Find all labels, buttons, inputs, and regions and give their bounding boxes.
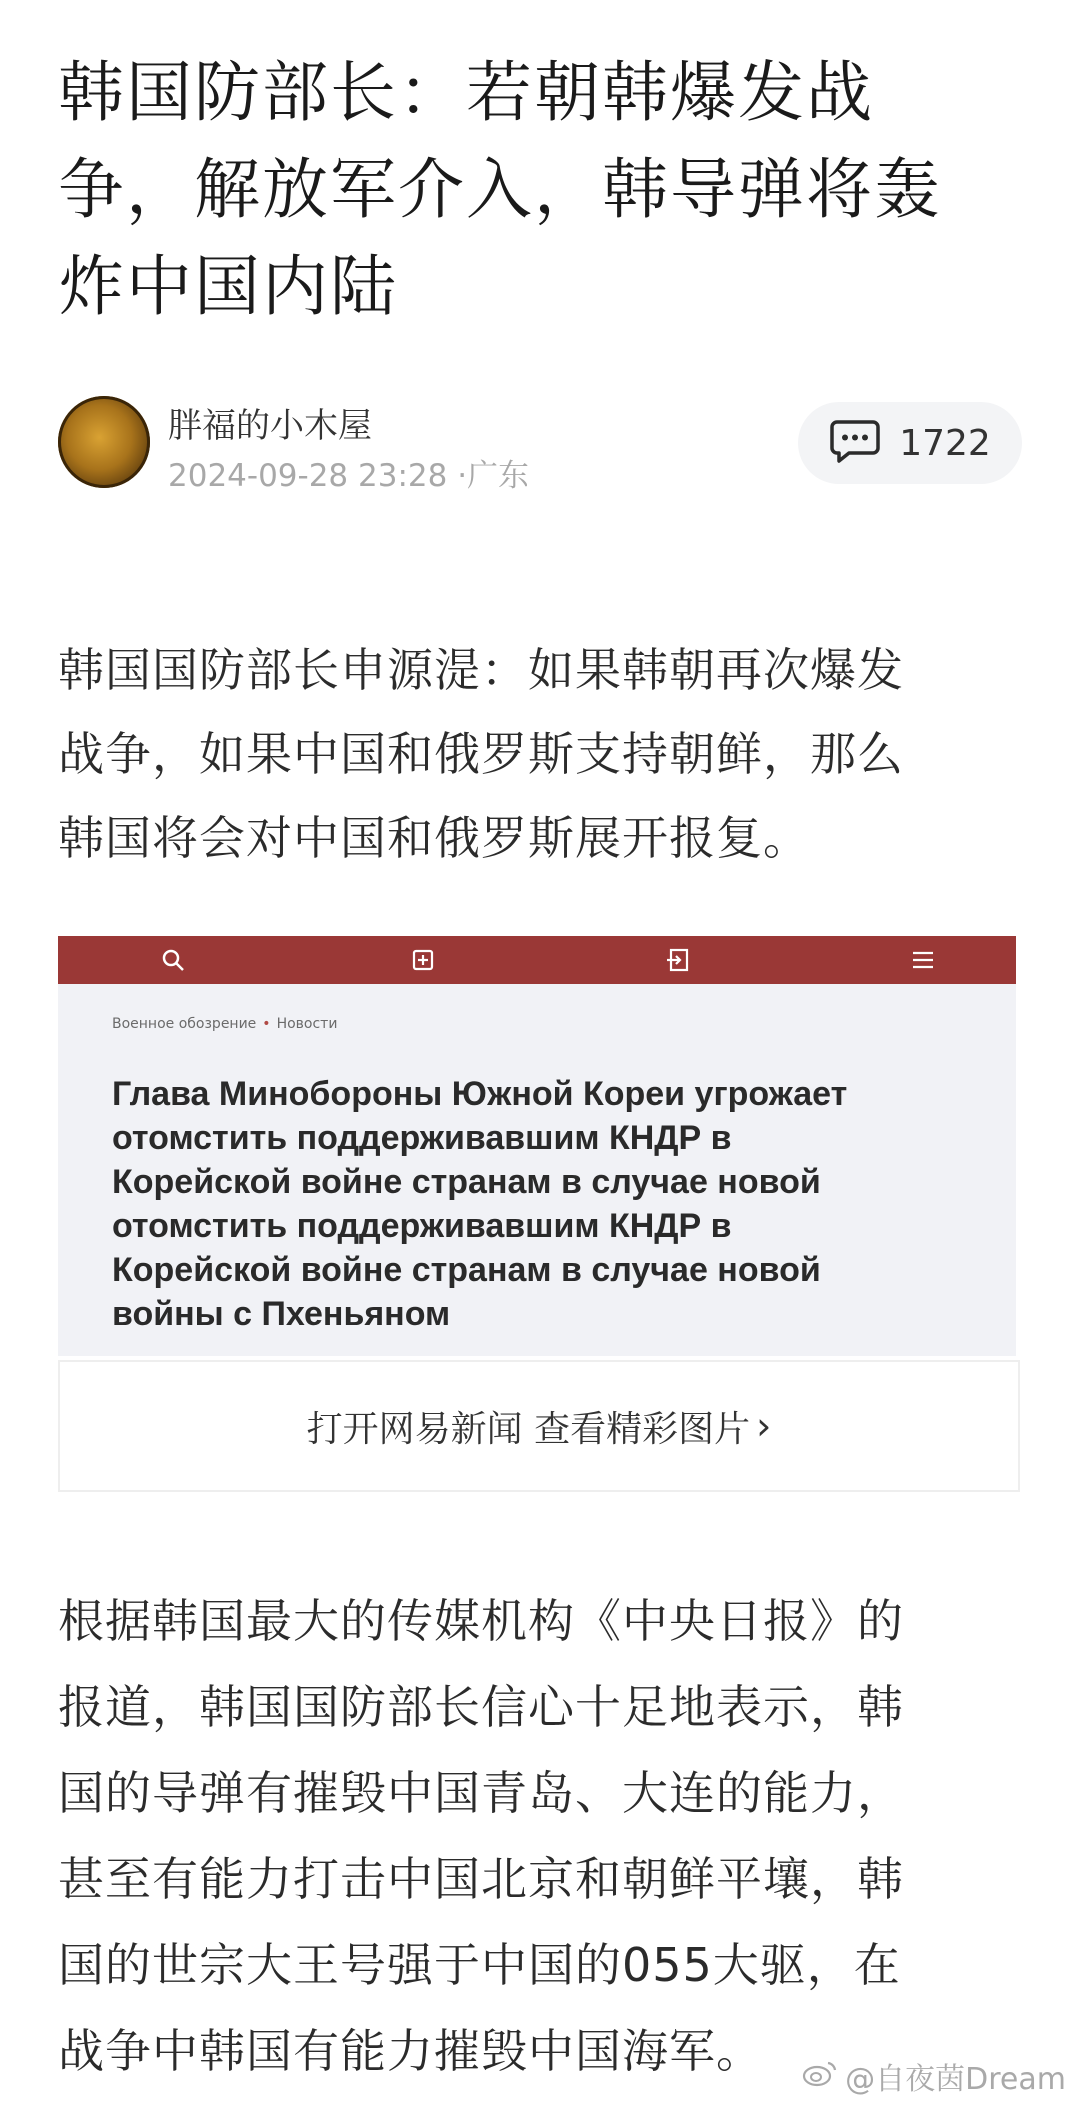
embedded-headline-line: войны с Пхеньяном [112, 1295, 451, 1333]
breadcrumb-site: Военное обозрение [112, 1016, 257, 1032]
search-icon [158, 945, 188, 975]
article-paragraph-2 [58, 1578, 1026, 2094]
weibo-logo-icon [801, 2057, 839, 2095]
paragraph-line: 国的导弹有摧毁中国青岛、大连的能力， [58, 1766, 904, 1820]
login-icon [663, 945, 693, 975]
paragraph-line: 韩国国防部长申源湜：如果韩朝再次爆发 [58, 643, 904, 697]
open-app-link[interactable] [58, 1360, 1020, 1492]
title-line: 韩国防部长：若朝韩爆发战 [58, 54, 874, 131]
comment-button[interactable] [798, 402, 1022, 484]
author-row [58, 392, 1022, 496]
publish-time-location: 2024-09-28 23:28 ·广东 [168, 458, 530, 494]
embedded-screenshot[interactable] [58, 936, 1016, 1356]
embedded-headline-line: отомстить поддерживавшим КНДР в [112, 1207, 732, 1245]
article-paragraph-1 [58, 628, 1026, 880]
paragraph-line: 国的世宗大王号强于中国的055大驱，在 [58, 1938, 901, 1992]
comment-count: 1722 [899, 422, 991, 464]
comment-icon [829, 418, 881, 468]
author-avatar[interactable] [58, 396, 150, 488]
paragraph-line: 战争，如果中国和俄罗斯支持朝鲜，那么 [58, 727, 904, 781]
embedded-headline-line: Корейской войне странам в случае новой [112, 1163, 821, 1201]
embedded-headline [112, 1072, 992, 1336]
watermark [801, 2054, 1066, 2098]
embedded-headline-line: отомстить поддерживавшим КНДР в [112, 1119, 732, 1157]
paragraph-line: 根据韩国最大的传媒机构《中央日报》的 [58, 1594, 904, 1648]
embedded-image-card [58, 936, 1022, 1496]
paragraph-line: 报道，韩国国防部长信心十足地表示，韩 [58, 1680, 904, 1734]
open-app-link-label: 打开网易新闻 查看精彩图片 [306, 1408, 751, 1450]
article-title [58, 44, 1018, 335]
author-name[interactable]: 胖福的小木屋 [168, 406, 372, 446]
embedded-headline-line: Глава Минобороны Южной Кореи угрожает [112, 1075, 848, 1113]
site-breadcrumb [112, 1016, 337, 1032]
paragraph-line: 甚至有能力打击中国北京和朝鲜平壤，韩 [58, 1852, 904, 1906]
breadcrumb-section: Новости [276, 1016, 338, 1032]
menu-icon [908, 945, 938, 975]
scan-icon [408, 945, 438, 975]
paragraph-line: 韩国将会对中国和俄罗斯展开报复。 [58, 811, 810, 865]
watermark-text: @自夜茵Dream [845, 2062, 1066, 2097]
site-nav-bar [58, 936, 1016, 984]
embedded-headline-line: Корейской войне странам в случае новой [112, 1251, 821, 1289]
breadcrumb-separator: • [262, 1016, 271, 1032]
paragraph-line: 战争中韩国有能力摧毁中国海军。 [58, 2024, 763, 2078]
title-line: 炸中国内陆 [58, 248, 398, 325]
title-line: 争，解放军介入，韩导弹将轰 [58, 151, 942, 228]
chevron-right-icon: › [756, 1404, 772, 1448]
